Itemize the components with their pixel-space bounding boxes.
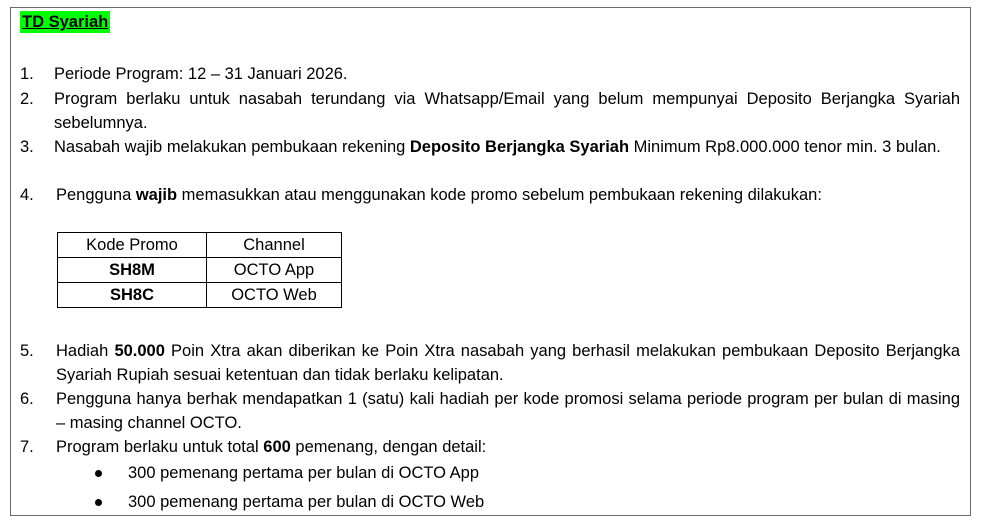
item-number: 1. bbox=[20, 65, 34, 83]
text-segment: Pengguna hanya berhak mendapatkan 1 (satu) kali hadiah per kode promosi selama periode program per bulan di masing – masing channel OCTO. bbox=[56, 390, 960, 432]
item-text bbox=[56, 387, 960, 435]
text-segment: memasukkan atau menggunakan kode promo sebelum pembukaan rekening dilakukan: bbox=[177, 186, 822, 204]
item-text bbox=[56, 339, 960, 387]
promo-code-cell: SH8M bbox=[58, 258, 207, 283]
section-title: TD Syariah bbox=[22, 13, 109, 31]
item-text bbox=[56, 183, 960, 207]
bullet-icon bbox=[95, 499, 102, 506]
item-number: 7. bbox=[20, 438, 34, 456]
text-segment: Program berlaku untuk nasabah terundang via Whatsapp/Email yang belum mempunyai Deposito Berjangka Syariah sebelumnya. bbox=[54, 90, 960, 132]
table-row bbox=[58, 283, 342, 308]
bullet-text: 300 pemenang pertama per bulan di OCTO App bbox=[128, 464, 480, 482]
text-segment: Minimum Rp8.000.000 tenor min. 3 bulan. bbox=[629, 138, 941, 156]
bullet-icon bbox=[95, 470, 102, 477]
item-number: 4. bbox=[20, 186, 34, 204]
item-number: 3. bbox=[20, 138, 34, 156]
item-number: 6. bbox=[20, 390, 34, 408]
bold-text: Deposito Berjangka Syariah bbox=[409, 138, 630, 156]
bullet-text: 300 pemenang pertama per bulan di OCTO Web bbox=[128, 493, 485, 511]
item-text bbox=[54, 62, 960, 86]
text-segment: Program berlaku untuk total bbox=[56, 438, 264, 456]
text-segment: pemenang, dengan detail: bbox=[290, 438, 487, 456]
promo-code-table bbox=[57, 232, 342, 308]
item-text bbox=[54, 87, 960, 135]
channel-cell: OCTO Web bbox=[207, 283, 342, 308]
item-number: 5. bbox=[20, 342, 34, 360]
text-segment: Poin Xtra akan diberikan ke Poin Xtra nasabah yang berhasil melakukan pembukaan Deposito Berjangka Syariah Rupiah sesuai ketentuan dan tidak berlaku kelipatan. bbox=[56, 342, 960, 384]
channel-cell: OCTO App bbox=[207, 258, 342, 283]
bold-text: 50.000 bbox=[114, 342, 165, 360]
text-segment: Nasabah wajib melakukan pembukaan rekening bbox=[54, 138, 410, 156]
bold-text: wajib bbox=[135, 186, 178, 204]
promo-code-cell: SH8C bbox=[58, 283, 207, 308]
bold-text: 600 bbox=[263, 438, 291, 456]
text-segment: Periode Program: 12 – 31 Januari 2026. bbox=[54, 65, 348, 83]
table-row bbox=[58, 258, 342, 283]
text-segment: Hadiah bbox=[56, 342, 115, 360]
column-header: Channel bbox=[207, 233, 342, 258]
table-header-row bbox=[58, 233, 342, 258]
column-header: Kode Promo bbox=[58, 233, 207, 258]
item-text bbox=[56, 435, 960, 459]
item-text bbox=[54, 135, 960, 159]
text-segment: Pengguna bbox=[56, 186, 136, 204]
item-number: 2. bbox=[20, 90, 34, 108]
